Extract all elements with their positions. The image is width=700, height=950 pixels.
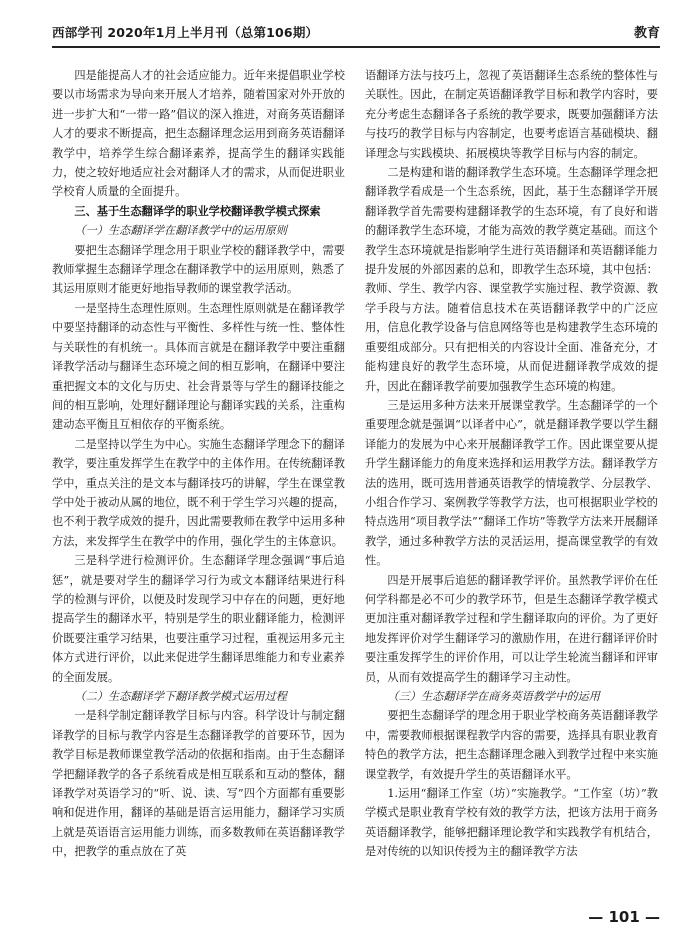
page-header	[52, 16, 660, 48]
subsection-heading: （二）生态翻译学下翻译教学模式运用过程	[74, 690, 287, 703]
page-number: — 101 —	[588, 908, 660, 926]
left-column	[52, 66, 345, 862]
journal-title: 西部学刊 2020年1月上半月刊（总第106期）	[52, 25, 319, 40]
paragraph: 要把生态翻译学理念用于职业学校的翻译教学中，需要教师掌握生态翻译学理念在翻译教学中的运用原则，熟悉了其运用原则才能更好地指导教师的课堂教学活动。	[52, 243, 345, 296]
right-column	[365, 66, 658, 862]
section-heading: 三、基于生态翻译学的职业学校翻译教学模式探索	[74, 204, 321, 218]
paragraph: 四是开展事后追惩的翻译教学评价。虽然教学评价在任何学科都是必不可少的教学环节，但是生态翻译学教学模式更加注重对翻译教学过程和学生翻译取向的评价。为了更好地发挥评价对学生翻译学习的激励作用，在进行翻译评价时要注重发挥学生的评价作用，可以让学生轮流当翻译和评审员，从而有效提高学生的翻译学习主动性。	[365, 573, 658, 684]
paragraph: 1.运用“翻译工作室（坊）”实施教学。“工作室（坊）”教学模式是职业教育学校有效的教学方法，把该方法用于商务英语翻译教学，能够把翻译理论教学和实践教学有机结合，是对传统的以知识传授为主的翻译教学方法	[365, 787, 658, 859]
subsection-heading: （三）生态翻译学在商务英语教学中的运用	[387, 690, 600, 703]
paragraph: 三是运用多种方法来开展课堂教学。生态翻译学的一个重要理念就是强调“以译者中心”，就是翻译教学要以学生翻译能力的发展为中心来开展翻译教学工作。因此课堂要从提升学生翻译能力的角度来选择和运用教学方法。翻译教学方法的选用，既可选用普通英语教学的情境教学、分层教学、小组合作学习、案例教学等教学方法，也可根据职业学校的特点选用“项目教学法”“翻译工作坊”等教学方法来开展翻译教学，通过多种教学方法的灵活运用，提高课堂教学的有效性。	[365, 398, 658, 568]
paragraph: 四是能提高人才的社会适应能力。近年来提倡职业学校要以市场需求为导向来开展人才培养，随着国家对外开放的进一步扩大和“一带一路”倡议的深入推进，对商务英语翻译人才的要求不断提高，把生态翻译理念运用到商务英语翻译教学中，培养学生综合翻译素养，提高学生的翻译实践能力，使之较好地适应社会对翻译人才的需求，从而促进职业学校育人质量的全面提升。	[52, 69, 345, 199]
paragraph: 二是坚持以学生为中心。实施生态翻译学理念下的翻译教学，要注重发挥学生在教学中的主体作用。在传统翻译教学中，重点关注的是文本与翻译技巧的讲解，学生在课堂教学中处于被动从属的地位，既不利于学生学习兴趣的提高，也不利于教学成效的提升，因此需要教师在教学中运用多种方法，来发挥学生在教学中的作用，强化学生的主体意识。	[52, 437, 345, 548]
paragraph: 一是科学制定翻译教学目标与内容。科学设计与制定翻译教学的目标与教学内容是生态翻译教学的首要环节，因为教学目标是教师课堂教学活动的依据和指南。由于生态翻译学把翻译教学的各子系统看成是相互联系和互动的整体，翻译教学对英语学习的“听、说、读、写”四个方面都有重要影响和促进作用，翻译的基础是语言运用能力，翻译学习实质上就是英语语言运用能力训练，而多数教师在英语翻译教学中，把教学的重点放在了英	[52, 709, 345, 859]
subsection-heading: （一）生态翻译学在翻译教学中的运用原则	[74, 224, 287, 238]
paragraph: 二是构建和谐的翻译教学生态环境。生态翻译学理念把翻译教学看成是一个生态系统，因此，基于生态翻译学开展翻译教学首先需要构建翻译教学的生态环境，有了良好和谐的翻译教学生态环境，才能为高效的教学奠定基础。而这个教学生态环境就是指影响学生进行英语翻译和英语翻译能力提升发展的外部因素的总和，即教学生态环境，其中包括：教师、学生、教学内容、课堂教学实施过程、教学资源、教学手段与方法。随着信息技术在英语翻译教学中的广泛应用，信息化教学设备与信息网络等也是构建教学生态环境的重要组成部分。只有把相关的内容设计全面、准备充分，才能构建良好的教学生态环境，从而促进翻译教学成效的提升，因此在翻译教学前要加强教学生态环境的构建。	[365, 166, 658, 393]
paragraph: 要把生态翻译学的理念用于职业学校商务英语翻译教学中，需要教师根据课程教学内容的需要，选择具有职业教育特色的教学方法，把生态翻译理念融入到教学过程中来实施课堂教学，有效提升学生的英语翻译水平。	[365, 709, 658, 781]
paragraph: 语翻译方法与技巧上，忽视了英语翻译生态系统的整体性与关联性。因此，在制定英语翻译教学目标和教学内容时，要充分考虑生态翻译各子系统的教学要求，既要加强翻译方法与技巧的教学目标与内容制定，也要考虑语言基础模块、翻译理念与实践模块、拓展模块等教学目标与内容的制定。	[365, 69, 658, 160]
paragraph: 三是科学进行检测评价。生态翻译学理念强调“事后追惩”，就是要对学生的翻译学习行为或文本翻译结果进行科学的检测与评价，以便及时发现学习中存在的问题，更好地提高学生的翻译水平，特别是学生的职业翻译能力，检测评价既要注重学习结果，也要注重学习过程，重视运用多元主体方式进行评价，以此来促进学生翻译思维能力和专业素养的全面发展。	[52, 554, 345, 684]
paragraph: 一是坚持生态理性原则。生态理性原则就是在翻译教学中要坚持翻译的动态性与平衡性、多样性与统一性、整体性与关联性的有机统一。具体而言就是在翻译教学中要注重翻译教学活动与翻译生态环境之间的相互影响，在翻译中要注重把握文本的文化与历史、社会背景等与学生的翻译技能之间的相互影响，处理好翻译理论与翻译实践的关系，注重构建动态平衡且互相依存的平衡系统。	[52, 301, 345, 432]
section-label: 教育	[633, 26, 660, 41]
